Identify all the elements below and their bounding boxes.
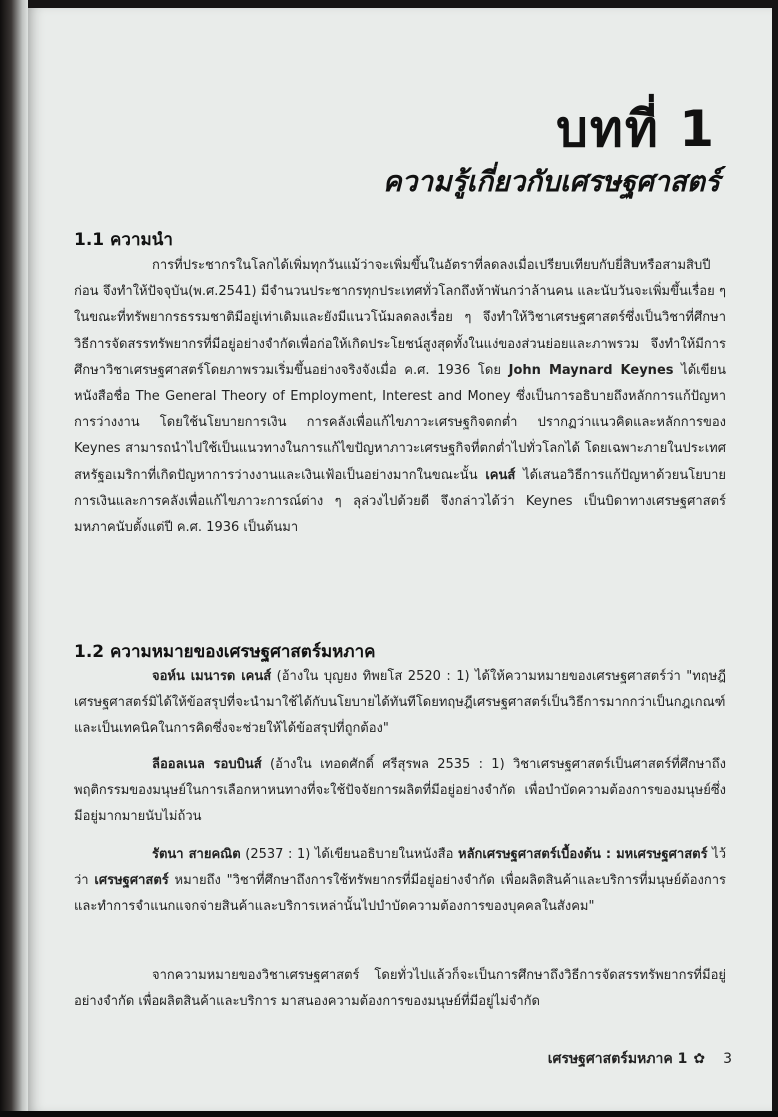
author-robbins: ลีออลเนล รอบบินส์ <box>152 757 262 772</box>
section-1-paragraph <box>74 253 726 541</box>
definition-rattana-text-2: ไว้ว่า <box>74 847 726 889</box>
definition-rattana <box>74 842 726 921</box>
section-1-text-a: การที่ประชากรในโลกได้เพิ่มทุกวันแม้ว่าจะเพิ่มขึ้นในอัตราที่ลดลงเมื่อเปรียบเทียบกับยี่สิบหรือสามสิบปีก่อน จึงทำให้ปัจจุบัน(พ.ศ.2541) มีจำนวนประชากรทุกประเทศทั่วโลกถึงห้าพันกว่าล้านคน และนับวันจะเพิ่มขึ้นเรื่อย ๆ ในขณะที่ทรัพยากรธรรมชาติมีอยู่เท่าเดิมและยังมีแนวโน้มลดลงเรื่อย ๆ จึงทำให้วิชาเศรษฐศาสตร์ซึ่งเป็นวิชาที่ศึกษาวิธีการจัดสรรทรัพยากรที่มีอยู่อย่างจำกัดเพื่อก่อให้เกิดประโยชน์สูงสุดทั้งในแง่ของส่วนย่อยและภาพรวม จึงทำให้มีการศึกษาวิชาเศรษฐศาสตร์โดยภาพรวมเริ่มขึ้นอย่างจริงจังเมื่อ ค.ศ. 1936 โดย <box>74 258 726 378</box>
definition-robbins <box>74 752 726 831</box>
definition-robbins-text: (อ้างใน เทอดศักดิ์ ศรีสุรพล 2535 : 1) วิชาเศรษฐศาสตร์เป็นศาสตร์ที่ศึกษาถึงพฤติกรรมของมนุษย์ในการเลือกหาหนทางที่จะใช้ปัจจัยการผลิตที่มีอยู่อย่างจำกัด เพื่อบำบัดความต้องการของมนุษย์ซึ่งมีอยู่มากมายนับไม่ถ้วน <box>74 757 726 825</box>
page-footer <box>548 1048 732 1070</box>
definition-rattana-text: (2537 : 1) ได้เขียนอธิบายในหนังสือ <box>245 847 454 862</box>
flower-ornament-icon: ✿ <box>693 1051 706 1067</box>
chapter-number: บทที่ 1 <box>556 100 716 158</box>
section-1-text-c: ได้เสนอวิธีการแก้ปัญหาด้วยนโยบายการเงินและการคลังเพื่อแก้ไขภาวะการณ์ต่าง ๆ ลุล่วงไปด้วยดี จึงกล่าวได้ว่า Keynes เป็นบิดาทางเศรษฐศาสตร์มหภาคนับตั้งแต่ปี ค.ศ. 1936 เป็นต้นมา <box>74 467 726 536</box>
summary-paragraph <box>74 963 726 1015</box>
definition-keynes <box>74 664 726 743</box>
author-keynes: จอห์น เมนารด เคนส์ <box>152 669 272 684</box>
keynes-thai: เคนส์ <box>485 467 516 483</box>
section-1-text-b: ได้เขียนหนังสือชื่อ The General Theory of Employment, Interest and Money ซึ่งเป็นการอธิบายถึงหลักการแก้ปัญหาการว่างงาน โดยใช้นโยบายการเงิน การคลังเพื่อแก้ไขภาวะเศรษฐกิจตกต่ำ ปรากฏว่าแนวคิดและหลักการของ Keynes สามารถนำไปใช้เป็นแนวทางในการแก้ไขปัญหาภาวะเศรษฐกิจที่ตกต่ำไปทั่วโลกได้ โดยเฉพาะภายในประเทศสหรัฐอเมริกาที่เกิดปัญหาการว่างงานและเงินเฟ้อเป็นอย่างมากในขณะนั้น <box>74 362 726 483</box>
section-2-heading: 1.2 ความหมายของเศรษฐศาสตร์มหภาค <box>74 642 376 662</box>
summary-text: จากความหมายของวิชาเศรษฐศาสตร์ โดยทั่วไปแล้วก็จะเป็นการศึกษาถึงวิธีการจัดสรรทรัพยากรที่มีอยู่อย่างจำกัด เพื่อผลิตสินค้าและบริการ มาสนองความต้องการของมนุษย์ที่มีอยู่ไม่จำกัด <box>74 968 726 1010</box>
book-title: หลักเศรษฐศาสตร์เบื้องต้น : มหเศรษฐศาสตร์ <box>458 847 708 862</box>
keynes-name: John Maynard Keynes <box>508 362 674 378</box>
book-page <box>28 8 772 1111</box>
author-rattana: รัตนา สายคณิต <box>152 847 241 862</box>
definition-keynes-text: (อ้างใน บุญยง ทิพยโส 2520 : 1) ได้ให้ความหมายของเศรษฐศาสตร์ว่า "ทฤษฎีเศรษฐศาสตร์มิได้ให้ข้อสรุปที่จะนำมาใช้ได้กับนโยบายได้ทันทีโดยทฤษฎีเศรษฐศาสตร์เป็นวิธีการมากกว่าเป็นกฎเกณฑ์ และเป็นเทคนิคในการคิดซึ่งจะช่วยให้ได้ข้อสรุปที่ถูกต้อง" <box>74 669 726 737</box>
page-bottom-edge <box>0 1111 778 1117</box>
term-economics: เศรษฐศาสตร์ <box>94 873 169 889</box>
definition-rattana-text-3: หมายถึง "วิชาที่ศึกษาถึงการใช้ทรัพยากรที่มีอยู่อย่างจำกัด เพื่อผลิตสินค้าและบริการที่มนุษย์ต้องการและทำการจำแนกแจกจ่ายสินค้าและบริการเหล่านั้นไปบำบัดความต้องการของบุคคลในสังคม" <box>74 873 726 915</box>
running-title: เศรษฐศาสตร์มหภาค 1 <box>547 1051 688 1067</box>
page-number: 3 <box>723 1051 732 1067</box>
book-spine <box>0 0 28 1117</box>
section-1-heading: 1.1 ความนำ <box>74 230 173 250</box>
chapter-title: ความรู้เกี่ยวกับเศรษฐศาสตร์ <box>382 165 720 198</box>
